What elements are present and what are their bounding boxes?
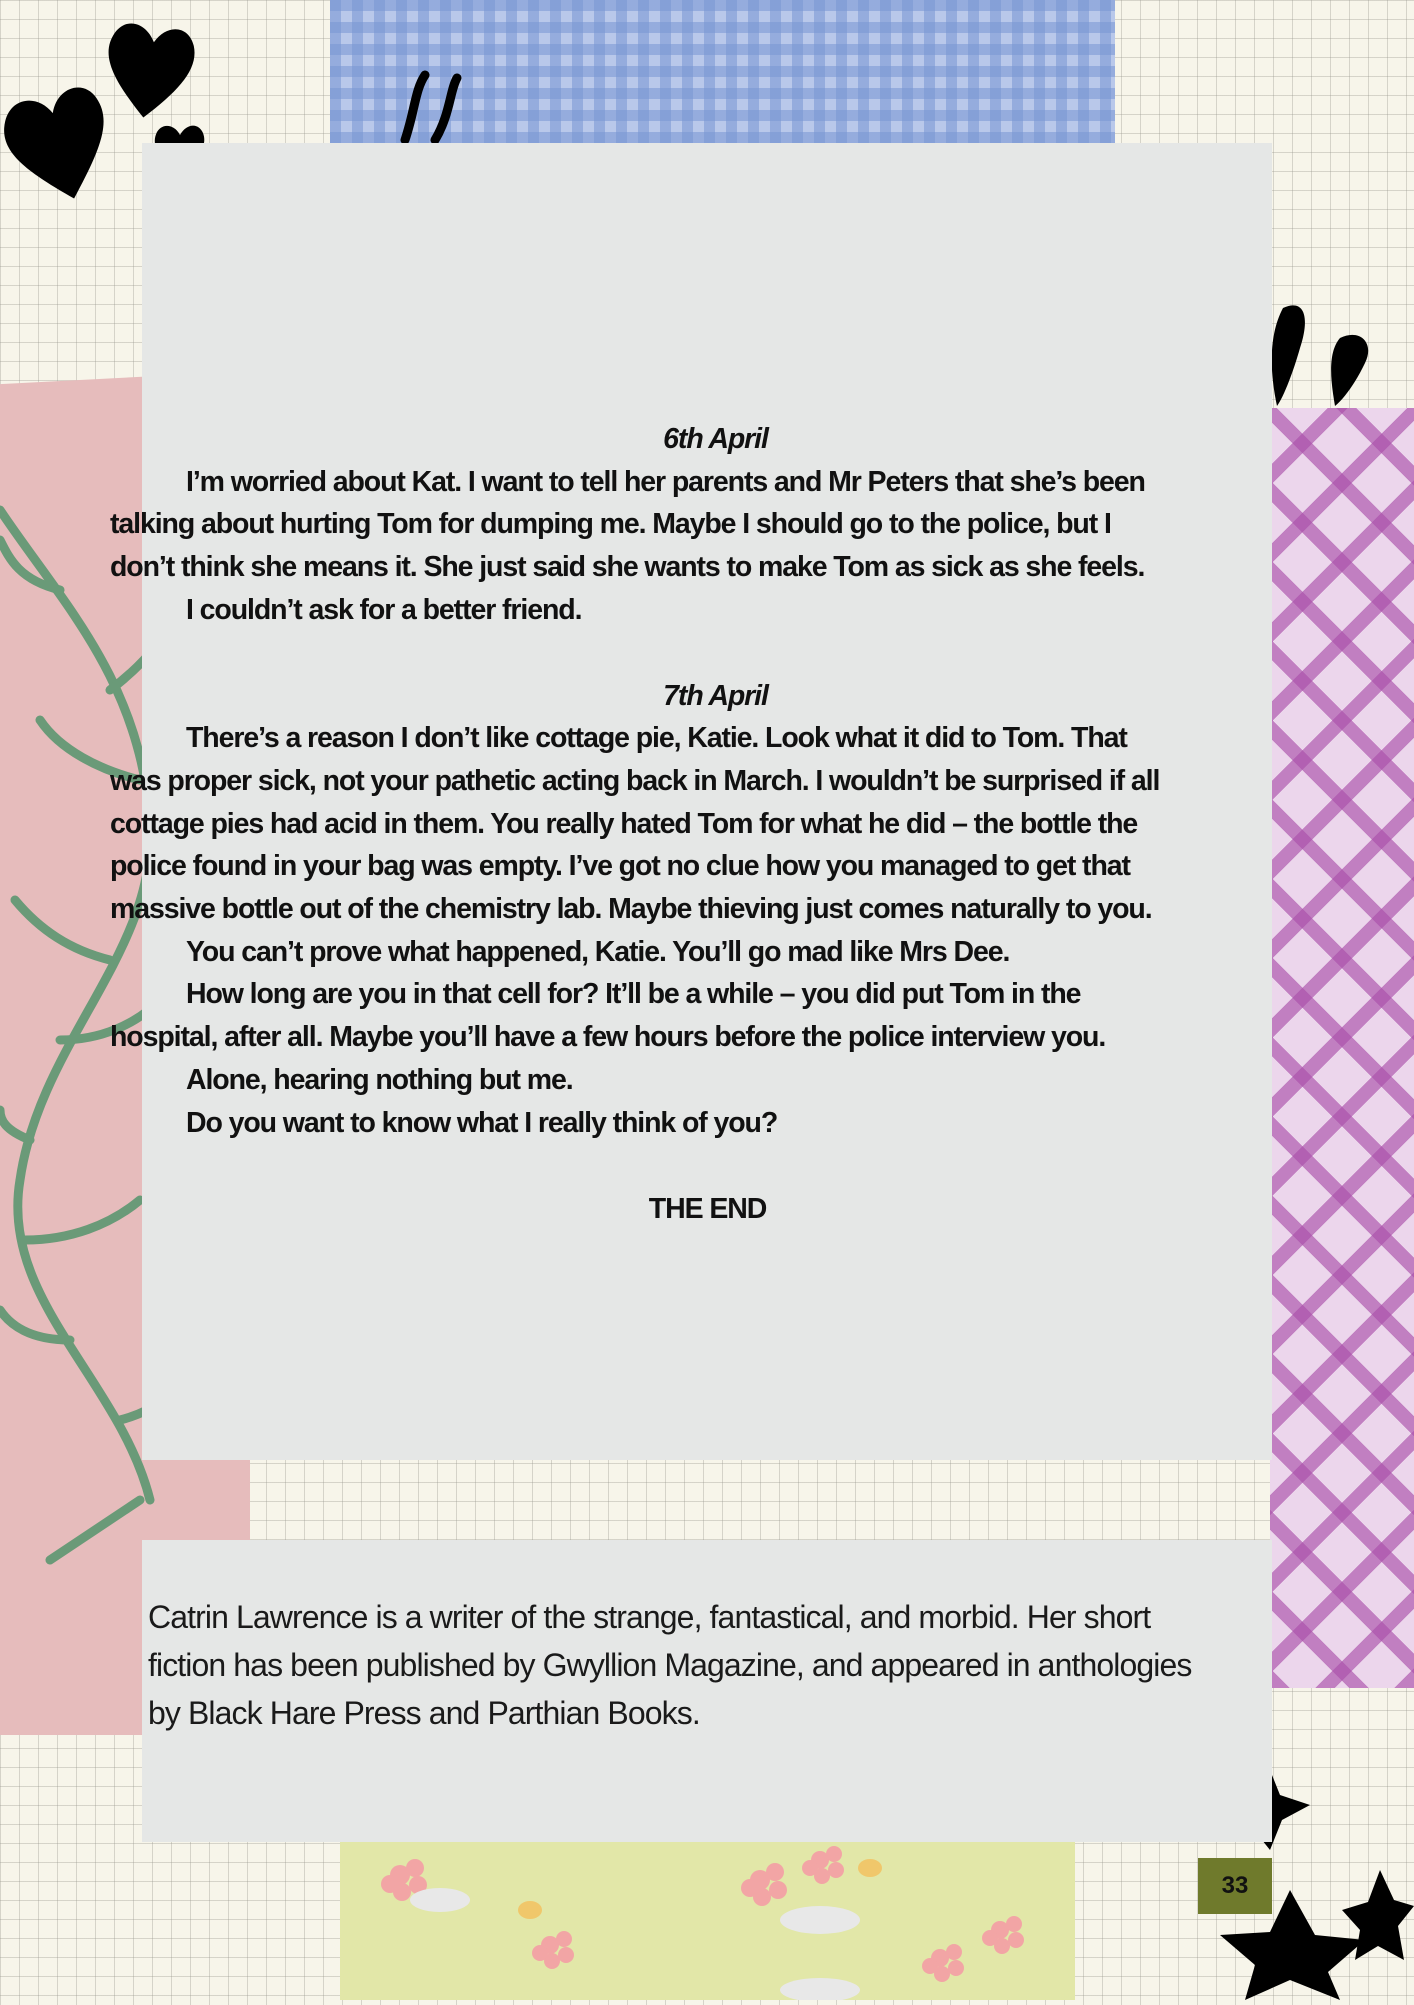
the-end-heading: THE END (648, 1193, 767, 1225)
paragraph (110, 973, 1273, 1058)
entry-date: 6th April (663, 423, 768, 455)
story-text (110, 418, 1273, 1144)
paragraph (148, 1102, 1273, 1145)
brush-stroke-decoration (1265, 298, 1385, 413)
text-line: There’s a reason I don’t like cottage pie, Katie. Look what it did to Tom. That (186, 722, 1127, 755)
text-line: I couldn’t ask for a better friend. (186, 593, 582, 626)
heart-icon (0, 83, 121, 210)
entry-date: 7th April (663, 679, 768, 712)
flower-icon (381, 1846, 1024, 1982)
heart-icon (100, 20, 198, 123)
flower-pattern (340, 1840, 1075, 2000)
paragraph (110, 461, 1273, 589)
text-line: Alone, hearing nothing but me. (186, 1063, 573, 1096)
page-number: 33 (1198, 1858, 1272, 1914)
text-line: Do you want to know what I really think of you? (186, 1106, 778, 1139)
text-line: massive bottle out of the chemistry lab. Maybe thieving just comes naturally to you. (110, 893, 1152, 926)
paragraph (148, 589, 1273, 632)
text-line: by Black Hare Press and Parthian Books. (148, 1695, 700, 1731)
text-line: talking about hurting Tom for dumping me. Maybe I should go to the police, but I (110, 508, 1111, 541)
floral-tape (340, 1840, 1075, 2000)
paragraph (110, 717, 1273, 931)
paragraph (148, 931, 1273, 974)
purple-plaid-tape (1270, 408, 1414, 1688)
text-line: police found in your bag was empty. I’ve got no clue how you managed to get that (110, 850, 1130, 883)
text-line: don’t think she means it. She just said she wants to make Tom as sick as she feels. (110, 551, 1145, 584)
text-line: You can’t prove what happened, Katie. You’ll go mad like Mrs Dee. (186, 935, 1010, 968)
text-line: Catrin Lawrence is a writer of the strange, fantastical, and morbid. Her short (148, 1599, 1151, 1635)
text-line: How long are you in that cell for? It’ll be a while – you did put Tom in the (186, 978, 1081, 1011)
text-line: was proper sick, not your pathetic acting back in March. I wouldn’t be surprised if all (110, 764, 1160, 797)
squiggle-decoration (395, 70, 475, 150)
text-line: I’m worried about Kat. I want to tell her parents and Mr Peters that she’s been (186, 465, 1145, 498)
paragraph (148, 1059, 1273, 1102)
text-line: fiction has been published by Gwyllion Magazine, and appeared in anthologies (148, 1647, 1192, 1683)
text-line: cottage pies had acid in them. You really hated Tom for what he did – the bottle the (110, 807, 1138, 840)
author-bio (148, 1593, 1273, 1737)
cloud-shapes (410, 1888, 860, 2000)
text-line: hospital, after all. Maybe you’ll have a few hours before the police interview you. (110, 1021, 1106, 1054)
